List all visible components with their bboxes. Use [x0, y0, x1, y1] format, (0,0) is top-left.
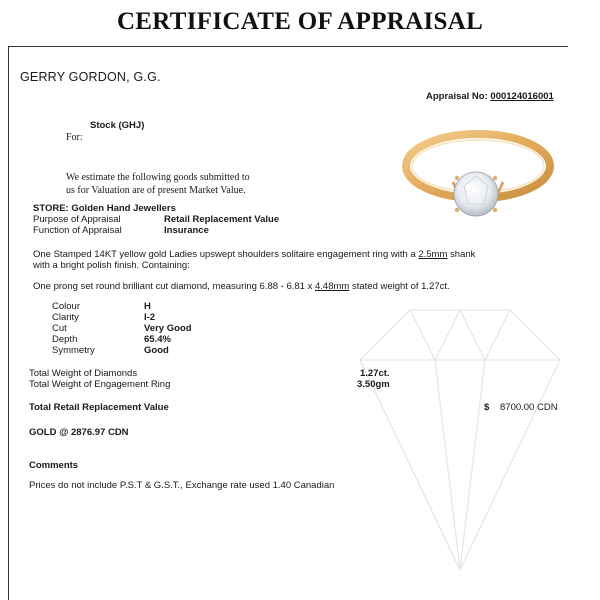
spec-cut-value: Very Good — [144, 323, 192, 334]
function-label: Function of Appraisal — [33, 225, 122, 236]
spec-depth-label: Depth — [52, 334, 78, 345]
total-currency: $ — [484, 402, 490, 413]
appraisal-number-label: Appraisal No: — [426, 91, 488, 102]
header-rule — [8, 46, 568, 47]
description-text: One Stamped 14KT yellow gold Ladies upswept shoulders solitaire engagement ring with a — [33, 249, 419, 260]
diamond-description — [33, 281, 450, 292]
function-value: Insurance — [164, 225, 209, 236]
left-border-rule — [8, 46, 9, 600]
spec-symmetry-value: Good — [144, 345, 169, 356]
diamond-text: One prong set round brilliant cut diamond, measuring 6.88 - 6.81 x — [33, 281, 315, 292]
spec-depth-value: 65.4% — [144, 334, 171, 345]
gold-price: GOLD @ 2876.97 CDN — [29, 427, 129, 438]
spec-clarity-value: I-2 — [144, 312, 156, 323]
diamond-text-end: stated weight of 1.27ct. — [349, 281, 450, 292]
spec-cut-label: Cut — [52, 323, 67, 334]
estimate-line-2: us for Valuation are of present Market Value. — [66, 185, 246, 196]
spec-colour-value: H — [144, 301, 151, 312]
diamond-weight-value: 1.27ct. — [360, 368, 390, 379]
comments-heading: Comments — [29, 460, 79, 471]
ring-photo-icon — [398, 124, 558, 234]
spec-colour-label: Colour — [52, 301, 80, 312]
total-value-amount: 8700.00 CDN — [500, 402, 558, 413]
estimate-line-1: We estimate the following goods submitted to — [66, 172, 250, 183]
description-line-2: with a bright polish finish. Containing: — [33, 260, 190, 271]
store-line — [33, 203, 176, 214]
estimate-statement — [66, 171, 250, 197]
diamond-watermark-icon — [340, 300, 580, 580]
total-value-label: Total Retail Replacement Value — [29, 402, 169, 413]
diamond-weight-label: Total Weight of Diamonds — [29, 368, 138, 379]
recipient-name: Stock (GHJ) — [90, 120, 145, 131]
diamond-depth-mm: 4.48mm — [315, 281, 350, 292]
spec-symmetry-label: Symmetry — [52, 345, 95, 356]
spec-clarity-label: Clarity — [52, 312, 79, 323]
shank-width: 2.5mm — [418, 249, 448, 260]
ring-weight-label: Total Weight of Engagement Ring — [29, 379, 171, 390]
purpose-label: Purpose of Appraisal — [33, 214, 121, 225]
appraisal-number — [426, 91, 554, 102]
appraiser-name: GERRY GORDON, G.G. — [20, 70, 161, 84]
description-line-1 — [33, 249, 475, 260]
description-text-end: shank — [447, 249, 476, 260]
comments-text: Prices do not include P.S.T & G.S.T., Exchange rate used 1.40 Canadian — [29, 480, 335, 491]
store-label: STORE: — [33, 203, 69, 214]
appraisal-number-value: 000124016001 — [490, 91, 554, 102]
ring-weight-value: 3.50gm — [357, 379, 390, 390]
certificate-title: CERTIFICATE OF APPRAISAL — [116, 8, 484, 35]
for-label: For: — [66, 132, 83, 143]
purpose-value: Retail Replacement Value — [164, 214, 280, 225]
store-name: Golden Hand Jewellers — [71, 203, 176, 214]
